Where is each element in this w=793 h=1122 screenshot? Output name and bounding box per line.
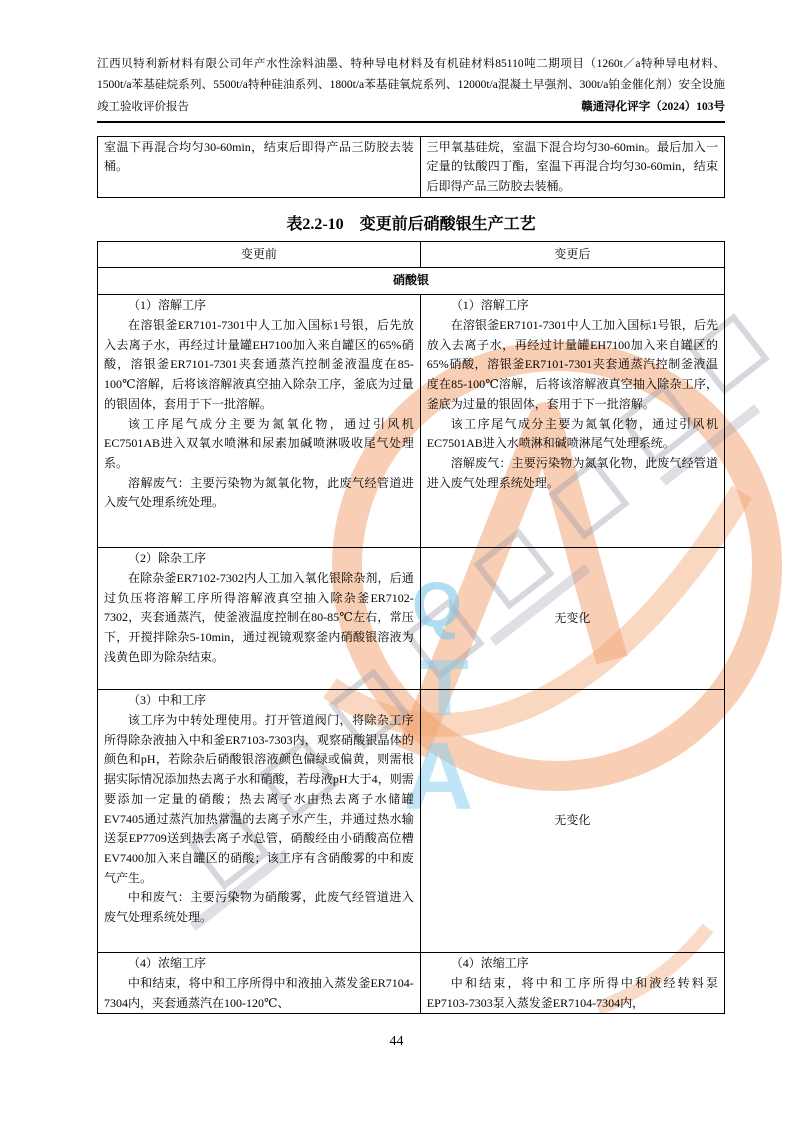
cell-after-concentration — [420, 953, 724, 1014]
watermark-letter-a: A — [404, 723, 474, 830]
cell-before-neutralization — [98, 690, 421, 953]
cell-after-no-change: 无变化 — [420, 548, 724, 690]
watermark-letter-t: T — [420, 643, 469, 732]
cell-after-dissolution — [420, 295, 724, 548]
paragraph: 中和结束，将中和工序所得中和液抽入蒸发釜ER7104-7304内，夹套通蒸汽在100-120℃、 — [104, 976, 414, 1010]
table-row — [98, 295, 725, 548]
page-number: 44 — [389, 1034, 404, 1049]
table-row — [98, 548, 725, 690]
table-header-row — [98, 242, 725, 268]
paragraph: 在溶银釜ER7101-7301中人工加入国标1号银，后先放入去离子水，再经过计量罐EH7100加入来自罐区的65%硝酸，溶银釜ER7101-7301夹套通蒸汽控制釜液温度在85-100℃溶解，后将该溶解液真空抽入除杂工序，釜底为过量的银固体，套用于下一批溶解。 — [104, 318, 414, 411]
carryover-cell-after — [420, 136, 724, 198]
carryover-table — [97, 136, 725, 199]
column-header-before: 变更前 — [98, 242, 421, 268]
cell-before-concentration — [98, 953, 421, 1014]
watermark-letter-q: Q — [412, 569, 462, 641]
paragraph: （4）浓缩工序 — [128, 956, 207, 971]
section-header: 硝酸银 — [98, 268, 725, 295]
paragraph: 溶解废气：主要污染物为氮氧化物，此废气经管道进入废气处理系统处理。 — [104, 475, 414, 510]
cell-before-dissolution — [98, 295, 421, 548]
paragraph: （1）溶解工序 — [450, 298, 529, 313]
table-row — [98, 136, 725, 198]
paragraph: 中和废气：主要污染物为硝酸雾，此废气经管道进入废气处理系统处理。 — [104, 890, 414, 925]
process-table — [97, 241, 725, 1014]
table-caption: 表2.2-10 变更前后硝酸银生产工艺 — [286, 216, 536, 234]
paragraph: （2）除杂工序 — [128, 551, 207, 566]
paragraph: 室温下再混合均匀30-60min，结束后即得产品三防胶去装桶。 — [104, 139, 414, 174]
table-section-row — [98, 268, 725, 295]
page-content — [97, 54, 725, 1014]
cell-after-no-change: 无变化 — [420, 690, 724, 953]
table-row — [98, 690, 725, 953]
table-row — [98, 953, 725, 1014]
paragraph: 溶解废气：主要污染物为氮氧化物，此废气经管道进入废气处理系统处理。 — [426, 455, 718, 490]
paragraph: （4）浓缩工序 — [450, 956, 529, 971]
paragraph: 在溶银釜ER7101-7301中人工加入国标1号银，后先放入去离子水，再经过计量罐EH7100加入来自罐区的65%硝酸，溶银釜ER7101-7301夹套通蒸汽控制釜液温度在85-100℃溶解，后将该溶解液真空抽入除杂工序，釜底为过量的银固体，套用于下一批溶解。 — [426, 318, 718, 411]
column-header-after: 变更后 — [420, 242, 724, 268]
paragraph: 该工序为中转处理使用。打开管道阀门，将除杂工序所得除杂液抽入中和釜ER7103-7303内，观察硝酸银晶体的颜色和pH，若除杂后硝酸银溶液颜色偏绿或偏黄，则需根据实际情况添加热去离子水和硝酸，若母液pH大于4，则需要添加一定量的硝酸；热去离子水由热去离子水储罐EV7405通过蒸汽加热常温的去离子水产生，并通过热水输送泵EP7709送到热去离子水总管，硝酸经由小硝酸高位槽EV7400加入来自罐区的硝酸；该工序有含硝酸雾的中和废气产生。 — [104, 713, 414, 885]
paragraph: 该工序尾气成分主要为氮氧化物，通过引风机EC7501AB进入水喷淋和碱喷淋尾气处理系统。 — [426, 416, 718, 451]
document-header — [97, 54, 725, 123]
paragraph: 三甲氧基硅烷，室温下混合均匀30-60min。最后加入一定量的钛酸四丁酯，室温下再混合均匀30-60min，结束后即得产品三防胶去装桶。 — [426, 139, 718, 193]
paragraph: 该工序尾气成分主要为氮氧化物，通过引风机EC7501AB进入双氧水喷淋和尿素加碱喷淋吸收尾气处理系。 — [104, 416, 414, 470]
paragraph: 在除杂釜ER7102-7302内人工加入氧化银除杂剂，后通过负压将溶解工序所得溶解液真空抽入除杂釜ER7102-7302，夹套通蒸汽，使釜液温度控制在80-85℃左右，常压下，开搅拌除杂5-10min，通过视镜观察釜内硝酸银溶液为浅黄色即为除杂结束。 — [104, 571, 414, 664]
paragraph: （1）溶解工序 — [128, 298, 207, 313]
header-doc-number: 赣通浔化评字（2024）103号 — [581, 100, 725, 113]
carryover-cell-before — [98, 136, 421, 198]
header-title: 江西贝特利新材料有限公司年产水性涂料油墨、特种导电材料及有机硅材料85110吨二期项目（1260t／a特种导电材料、1500t/a苯基硅烷系列、5500t/a特种硅油系列、1800t/a苯基硅氧烷系列、12000t/a混凝土早强剂、300t/a铂金催化剂）安全设施竣工验收评价报告 — [97, 58, 725, 113]
paragraph: 中和结束，将中和工序所得中和液经转料泵EP7103-7303泵入蒸发釜ER7104-7304内， — [426, 976, 718, 1010]
cell-before-impurity-removal — [98, 548, 421, 690]
paragraph: （3）中和工序 — [128, 693, 207, 708]
